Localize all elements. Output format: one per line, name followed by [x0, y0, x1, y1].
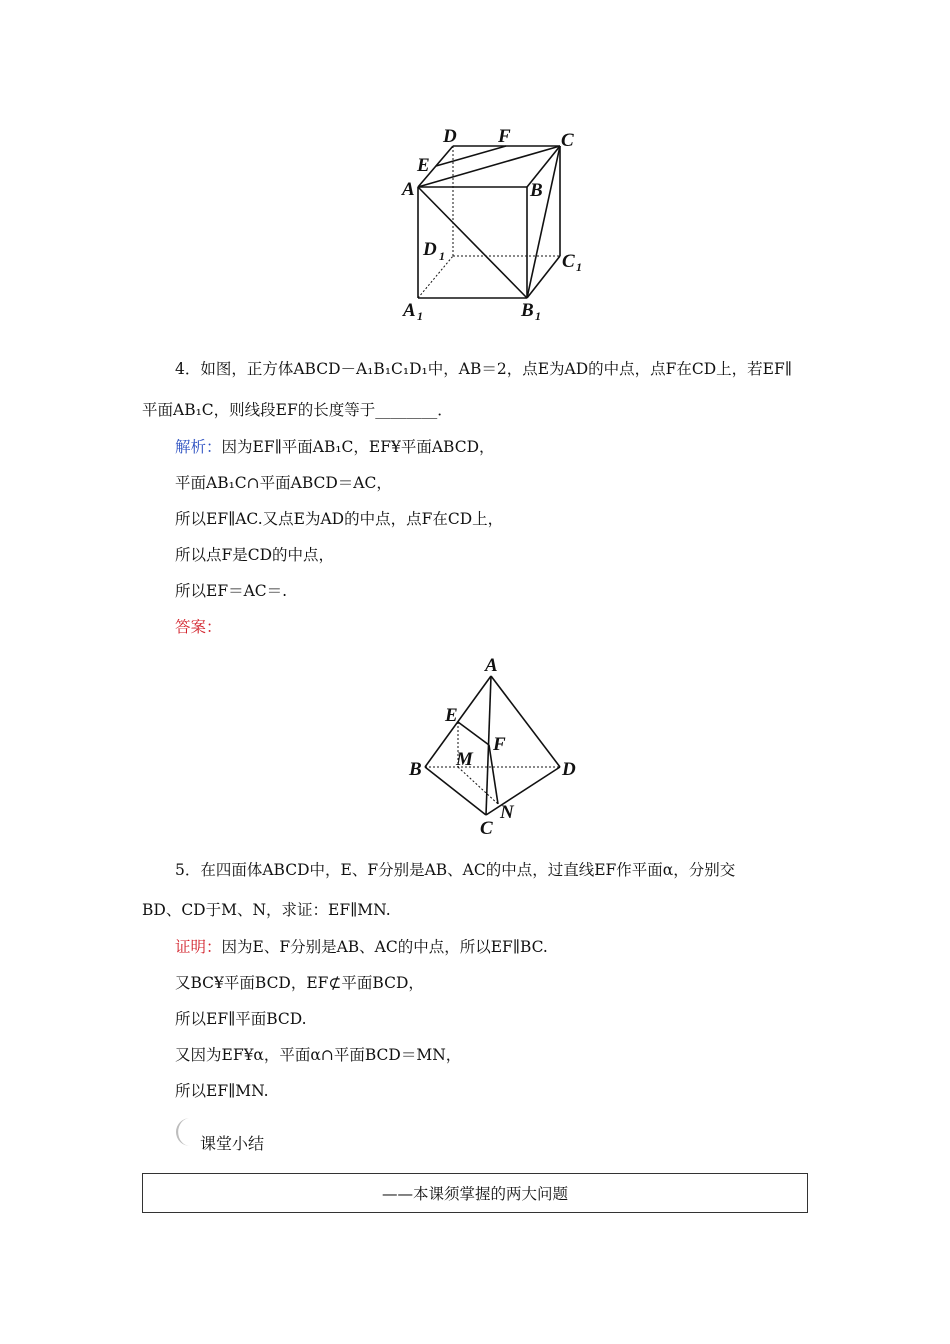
label-e: E	[445, 705, 458, 726]
cube-figure	[395, 125, 595, 325]
summary-title: 课堂小结	[200, 1134, 265, 1153]
edge-bc	[425, 767, 486, 815]
proof-line5: 所以EF∥MN.	[175, 1082, 269, 1100]
analysis-text1: 因为EF∥平面AB₁C，EF¥平面ABCD，	[221, 438, 495, 456]
segment-ef	[458, 722, 489, 745]
analysis-line5: 所以EF＝AC＝.	[175, 582, 288, 600]
label-a: A	[402, 179, 415, 200]
proof-line1	[175, 937, 548, 957]
label-b1: B	[521, 300, 534, 321]
segment-cb1	[527, 146, 560, 298]
problem5-line2: BD、CD于M、N，求证：EF∥MN.	[142, 901, 391, 919]
segment-ef	[436, 146, 506, 166]
analysis-label: 解析：	[175, 438, 222, 456]
proof-text1: 因为E、F分别是AB、AC的中点，所以EF∥BC.	[221, 938, 548, 956]
label-b1-subscript: 1	[535, 309, 541, 323]
label-a: A	[485, 655, 498, 676]
label-e: E	[417, 155, 430, 176]
proof-line4: 又因为EF¥α，平面α∩平面BCD＝MN，	[175, 1046, 462, 1064]
answer-label: 答案：	[175, 618, 222, 636]
label-a1: A	[403, 300, 416, 321]
label-b: B	[409, 759, 422, 780]
label-f: F	[493, 734, 506, 755]
label-a1-subscript: 1	[417, 309, 423, 323]
proof-label: 证明：	[175, 938, 222, 956]
problem4-line2: 平面AB₁C，则线段EF的长度等于________．	[142, 401, 453, 419]
proof-line2: 又BC¥平面BCD，EF⊄平面BCD，	[175, 974, 424, 992]
label-d: D	[562, 759, 576, 780]
problem5-line1: 5．在四面体ABCD中，E、F分别是AB、AC的中点，过直线EF作平面α，分别交	[175, 861, 736, 879]
tetrahedron-diagram	[400, 650, 590, 840]
label-c1-subscript: 1	[576, 260, 582, 274]
analysis-line2: 平面AB₁C∩平面ABCD＝AC，	[175, 474, 392, 492]
problem4-line1: 4．如图，正方体ABCD－A₁B₁C₁D₁中，AB＝2，点E为AD的中点，点F在CD上，若EF∥	[175, 360, 792, 378]
label-c: C	[480, 818, 493, 839]
label-f: F	[498, 126, 511, 147]
crescent-icon	[172, 1116, 200, 1148]
label-m: M	[456, 749, 473, 770]
analysis-line3: 所以EF∥AC.又点E为AD的中点，点F在CD上，	[175, 510, 504, 528]
label-d: D	[443, 126, 457, 147]
analysis-line1	[175, 437, 495, 457]
label-c1: C	[562, 251, 575, 272]
label-n: N	[500, 802, 514, 823]
cube-diagram	[395, 125, 595, 325]
label-d1: D	[423, 239, 437, 260]
hidden-edge-a1d1	[418, 256, 453, 298]
label-c: C	[561, 130, 574, 151]
label-d1-subscript: 1	[439, 249, 445, 263]
proof-line3: 所以EF∥平面BCD.	[175, 1010, 307, 1028]
edge-dc	[486, 767, 560, 815]
summary-box	[142, 1173, 808, 1213]
label-b: B	[530, 180, 543, 201]
summary-box-text: ——本课须掌握的两大问题	[381, 1185, 568, 1203]
analysis-line4: 所以点F是CD的中点，	[175, 546, 335, 564]
tetrahedron-figure	[400, 650, 590, 840]
